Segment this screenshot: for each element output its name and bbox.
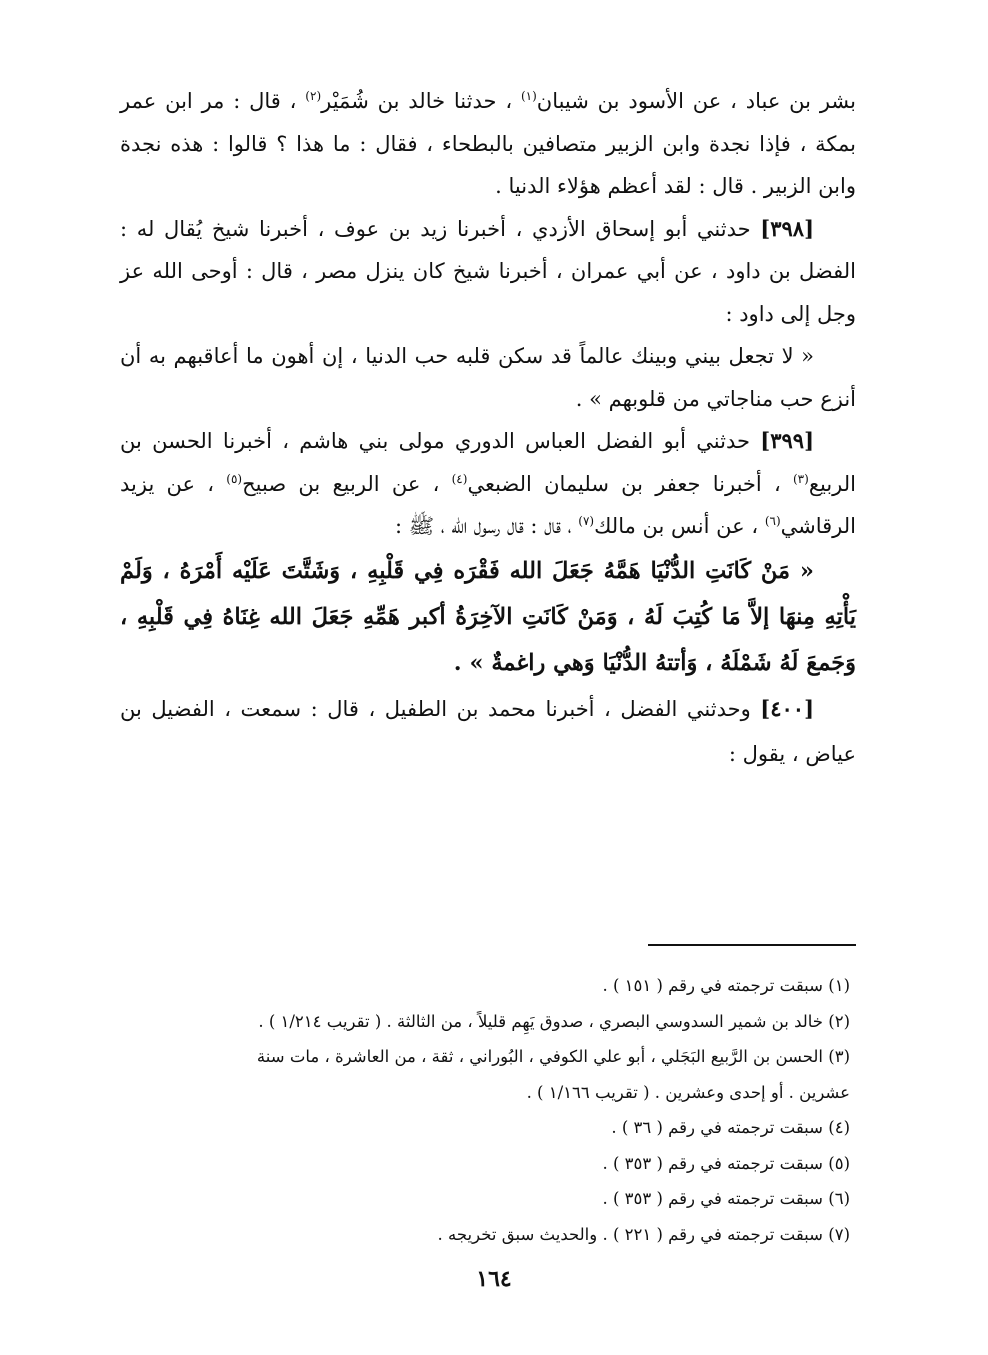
footnote-text: الحسن بن الرَّبيع البَجَلي ، أبو علي الكوفي ، البُوراني ، ثقة ، من العاشرة ، مات سنة — [256, 1047, 823, 1066]
footnote-marker-7: (٧) — [578, 514, 595, 528]
hadith-text — [120, 548, 856, 686]
footnote-number: (٧) — [828, 1224, 850, 1244]
footnote-text: سبقت ترجمته في رقم ( ٢٢١ ) . والحديث سبق تخريجه . — [437, 1224, 823, 1244]
footnote-4 — [100, 1110, 850, 1146]
footnote-text: سبقت ترجمته في رقم ( ٣٥٣ ) . — [602, 1189, 823, 1208]
footnotes — [100, 968, 850, 1252]
footnote-marker-3: (٣) — [792, 471, 809, 486]
text-segment: ، عن أنس بن مالك — [594, 514, 765, 538]
text-segment: « لا تجعل بيني وبينك عالماً قد سكن قلبه حب الدنيا ، إن أهون ما أعاقبهم به أن أنزع حب مناجاتي من قلوبهم » . — [120, 344, 856, 411]
text-segment: ، قال : مر ابن عمر بمكة ، فإذا نجدة وابن الزبير متصافين بالبطحاء ، فقال : ما هذا ؟ قالوا : هذه نجدة وابن الزبير . قال : لقد أعظم هؤلاء الدنيا . — [120, 89, 856, 198]
footnote-continuation: عشرين . أو إحدى وعشرين . ( تقريب ١/١٦٦ ) . — [526, 1082, 850, 1102]
text-segment: حدثني أبو إسحاق الأزدي ، أخبرنا زيد بن عوف ، أخبرنا شيخ يُقال له : الفضل بن داود ، عن أبي عمران ، أخبرنا شيخ كان ينزل مصر ، قال : أوحى الله عز وجل إلى داود : — [120, 216, 856, 326]
footnote-text: خالد بن شمير السدوسي البصري ، صدوق يَهِم قليلاً ، من الثالثة . ( تقريب ١/٢١٤ ) . — [258, 1011, 823, 1031]
footnote-number: (٣) — [828, 1047, 850, 1066]
text-segment: ، أخبرنا جعفر بن سليمان الضبعي — [467, 471, 793, 496]
report-number: [٣٩٨] — [760, 215, 814, 241]
text-segment: ، حدثنا خالد بن شُمَيْر — [321, 89, 521, 113]
footnote-text: سبقت ترجمته في رقم ( ٣٦ ) . — [611, 1118, 823, 1137]
paragraph-399 — [120, 420, 856, 548]
paragraph-1 — [120, 80, 856, 208]
text-segment: ، قال : قال رسول الله ، ﷺ : — [394, 514, 579, 538]
footnote-number: (٥) — [828, 1153, 850, 1173]
text-segment: حدثني أبو الفضل العباس الدوري مولى بني هاشم ، أخبرنا الحسن بن الربيع — [120, 429, 856, 496]
footnote-number: (١) — [828, 976, 850, 995]
footnote-text: سبقت ترجمته في رقم ( ٣٥٣ ) . — [602, 1153, 823, 1173]
report-number: [٤٠٠] — [760, 695, 814, 721]
footnote-6 — [100, 1181, 850, 1217]
text-segment: ، عن يزيد الرقاشي — [120, 471, 856, 538]
footnote-number: (٦) — [828, 1189, 850, 1208]
footnote-7 — [100, 1217, 850, 1253]
text-segment: « مَنْ كَانَتِ الدُّنْيَا هَمَّهُ جَعَلَ الله فَقْرَه فِي قَلْبِهِ ، وَشَتَّتَ عَلَيْه أَمْرَهُ ، وَلَمْ يَأْتِهِ مِنهَا إلاَّ مَا كُتِبَ لَهُ ، وَمَنْ كَانَتِ الآخِرَةُ أكبر هَمِّهِ جَعَلَ الله غِنَاهُ فِي قَلْبِهِ ، وَجَمعَ لَهُ شَمْلَهُ ، وَأتتهُ الدُّنْيَا وَهي راغمةٌ » . — [120, 557, 856, 676]
footnote-marker-2: (٢) — [305, 89, 322, 103]
footnote-marker-5: (٥) — [226, 471, 243, 486]
text-segment: بشر بن عباد ، عن الأسود بن شيبان — [536, 89, 857, 113]
footnote-number: (٤) — [828, 1118, 850, 1137]
footnote-text: سبقت ترجمته في رقم ( ١٥١ ) . — [602, 976, 823, 995]
footnote-marker-6: (٦) — [764, 514, 781, 528]
footnote-3 — [100, 1039, 850, 1110]
main-text — [120, 80, 856, 777]
paragraph-398 — [120, 208, 856, 336]
footnote-marker-1: (١) — [520, 89, 537, 103]
paragraph-400 — [120, 686, 856, 777]
text-segment: وحدثني الفضل ، أخبرنا محمد بن الطفيل ، قال : سمعت ، الفضيل بن عياض ، يقول : — [120, 696, 856, 766]
page-number: ١٦٤ — [476, 1266, 512, 1292]
quote-paragraph — [120, 335, 856, 420]
report-number: [٣٩٩] — [760, 428, 814, 453]
text-segment: ، عن الربيع بن صبيح — [242, 471, 452, 496]
footnote-5 — [100, 1146, 850, 1182]
footnote-number: (٢) — [828, 1011, 850, 1031]
footnote-1 — [100, 968, 850, 1004]
footnote-separator — [648, 944, 856, 946]
footnote-2 — [100, 1004, 850, 1040]
footnote-marker-4: (٤) — [451, 471, 468, 486]
